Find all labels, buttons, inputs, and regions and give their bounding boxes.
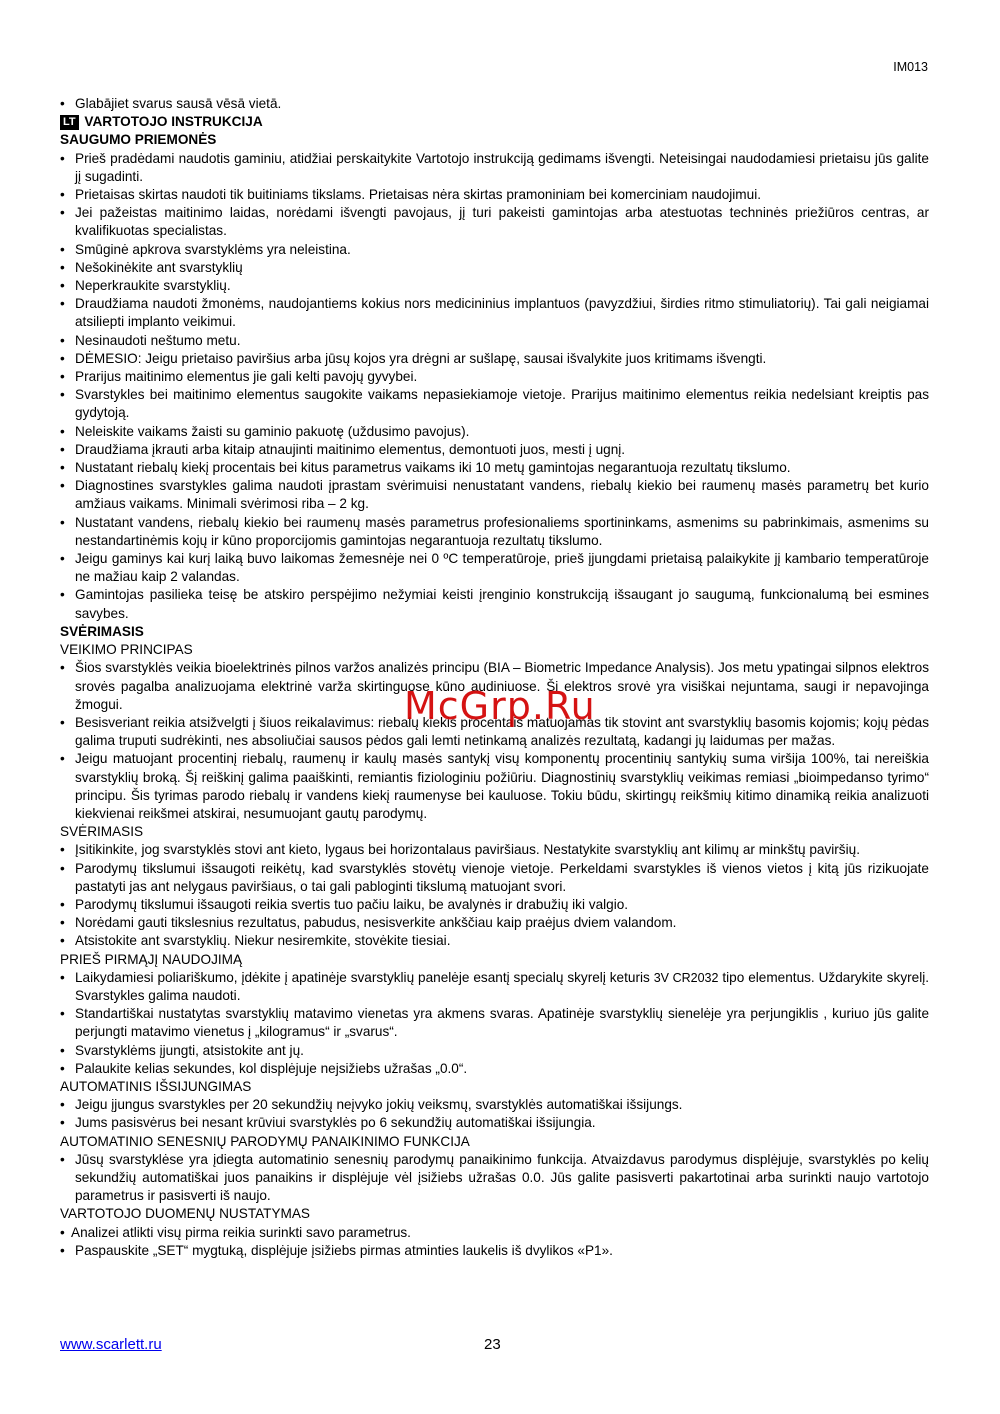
- section-heading: [60, 113, 929, 131]
- list-item: • Laikydamiesi poliariškumo, įdėkite į apatinėje svarstyklių panelėje esantį specialų skyrelį keturis 3V CR2032 tipo elementus. Uždarykite skyrelį. Svarstykles galima naudoti.: [60, 969, 929, 1005]
- list-item: • Glabājiet svarus sausā vēsā vietā.: [60, 95, 929, 113]
- list-item: • Besisveriant reikia atsižvelgti į šiuos reikalavimus: riebalų kiekis procentais matuojamas tik stovint ant svarstyklių basomis kojomis; kojų pėdas galima truputi sudrėkinti, nes absoliučiai sausos pėdos gali lemti netinkamą analizės rezultatą, kadangi jų laidumas per mažas.: [60, 714, 929, 750]
- list-item: • Atsistokite ant svarstyklių. Niekur nesiremkite, stovėkite tiesiai.: [60, 932, 929, 950]
- list-item: • Jeigu matuojant procentinį riebalų, raumenų ir kaulų masės santykį visų komponentų procentinių santykių suma viršija 100%, tai nereiškia svarstyklių broką. Šį reiškinį galima paaiškinti, remiantis fiziologiniu požiūriu. Diagnostinių svarstyklių veikimas remiasi „bioimpedanso tyrimo“ principu. Šis tyrimas parodo riebalų ir vandens kiekį raumenyse bei kauluose. Tokiu būdu, skirtingų reikšmių kitimo dinamiką reikia analizuoti kiekvienai reikšmei atskirai, nesumuojant gautų parodymų.: [60, 750, 929, 823]
- safety-list: [60, 150, 929, 623]
- subheading: AUTOMATINIO SENESNIŲ PARODYMŲ PANAIKINIMO FUNKCIJA: [60, 1133, 470, 1149]
- subheading: VARTOTOJO DUOMENŲ NUSTATYMAS: [60, 1206, 310, 1222]
- list-item: • Diagnostines svarstykles galima naudoti įprastam svėrimuisi nenustatant vandens, riebalų kiekio bei raumenų masės parametrų bet kurio amžiaus vaikams. Minimali svėrimosi riba – 2 kg.: [60, 477, 929, 513]
- list-item: • Nesinaudoti neštumo metu.: [60, 332, 929, 350]
- battery-type: 3V CR2032: [653, 970, 719, 985]
- auto-clear-list: [60, 1151, 929, 1206]
- page-number: 23: [484, 1336, 501, 1353]
- list-item: • DĖMESIO: Jeigu prietaiso paviršius arba jūsų kojos yra drėgni ar sušlapę, sausai išvalykite juos kritimams išvengti.: [60, 350, 929, 368]
- list-item: • Jeigu gaminys kai kurį laiką buvo laikomas žemesnėje nei 0 ºC temperatūroje, prieš įjungdami prietaisą palaikykite jį kambario temperatūroje ne mažiau kaip 2 valandas.: [60, 550, 929, 586]
- list-item: • Jūsų svarstyklėse yra įdiegta automatinio senesnių parodymų panaikinimo funkcija. Atvaizdavus parodymus displėjuje, svarstyklės po kelių sekundžių automatiškai juos panaikins ir displėjuje vėl įsižiebs užrašas 0.0. Jūs galite pasisverti pakartotinai arba surinkti naujo vartotojo parametrus ir pasisverti iš naujo.: [60, 1151, 929, 1206]
- list-item: • Prietaisas skirtas naudoti tik buitiniams tikslams. Prietaisas nėra skirtas pramoniniam bei komerciniam naudojimui.: [60, 186, 929, 204]
- list-item: • Nešokinėkite ant svarstyklių: [60, 259, 929, 277]
- subheading: VEIKIMO PRINCIPAS: [60, 642, 193, 658]
- list-item: • Jeigu įjungus svarstykles per 20 sekundžių neįvyko jokių veiksmų, svarstyklės automatiškai išsijungs.: [60, 1096, 929, 1114]
- subheading: PRIEŠ PIRMĄJĮ NAUDOJIMĄ: [60, 951, 243, 967]
- list-item: • Parodymų tikslumui išsaugoti reikėtų, kad svarstyklės stovėtų vienoje vietoje. Perkeldami svarstykles iš vienos vietos į kitą jūs rizikuojate pastatyti jas ant nelygaus paviršiaus, o tai gali pabloginti tikslumą matuojant svori.: [60, 860, 929, 896]
- document-body: [60, 95, 929, 1260]
- list-item: • Norėdami gauti tikslesnius rezultatus, pabudus, nesisverkite ankščiau kaip praėjus dviem valandom.: [60, 914, 929, 932]
- list-item: • Jei pažeistas maitinimo laidas, norėdami išvengti pavojaus, jį turi pakeisti gamintojas arba atestuotas techninės priežiūros centras, ar kvalifikuotas specialistas.: [60, 204, 929, 240]
- section-title: VARTOTOJO INSTRUKCIJA: [84, 114, 263, 130]
- list-item: • Draudžiama naudoti žmonėms, naudojantiems kokius nors medicininius implantuos (pavyzdžiui, širdies ritmo stimuliatorių). Tai gali neigiamai atsiliepti implanto veikimui.: [60, 295, 929, 331]
- list-item: • Nustatant riebalų kiekį procentais bei kitus parametrus vaikams iki 10 metų gamintojas negarantuoja rezultatų tikslumo.: [60, 459, 929, 477]
- list-item: • Standartiškai nustatytas svarstyklių matavimo vienetas yra akmens svaras. Apatinėje svarstyklių sienelėje yra perjungiklis , kuriuo jūs galite perjungti matavimo vienetus į „kilogramus“ ir „svarus“.: [60, 1005, 929, 1041]
- list-item: • Draudžiama įkrauti arba kitaip atnaujinti maitinimo elementus, demontuoti juos, mesti į ugnį.: [60, 441, 929, 459]
- list-item: • Neperkraukite svarstyklių.: [60, 277, 929, 295]
- list-item: • Nustatant vandens, riebalų kiekio bei raumenų masės parametrus profesionaliems sportininkams, asmenims su pabrinkimais, asmenims su nestandartinėmis kojų ir kūno proporcijomis gamintojas negarantuoja rezultatų tikslumo.: [60, 514, 929, 550]
- subheading: AUTOMATINIS IŠSIJUNGIMAS: [60, 1078, 252, 1094]
- website-link[interactable]: www.scarlett.ru: [60, 1336, 162, 1353]
- watermark-logo: McGrp.Ru: [404, 684, 596, 728]
- list-item: • Parodymų tikslumui išsaugoti reikia svertis tuo pačiu laiku, be avalynės ir drabužių iki valgio.: [60, 896, 929, 914]
- list-item: • Prieš pradėdami naudotis gaminiu, atidžiai perskaitykite Vartotojo instrukciją gedimams išvengti. Neteisingai naudodamiesi prietaisu jūs galite jį sugadinti.: [60, 150, 929, 186]
- subheading: SVĖRIMASIS: [60, 824, 144, 840]
- subsection-heading: SVĖRIMASIS: [60, 623, 144, 639]
- list-item: • Palaukite kelias sekundes, kol displėjuje nejsižiebs užrašas „0.0“.: [60, 1060, 929, 1078]
- model-number: IM013: [893, 60, 928, 74]
- list-item: • Analizei atlikti visų pirma reikia surinkti savo parametrus.: [60, 1224, 929, 1242]
- auto-off-list: [60, 1096, 929, 1132]
- first-use-list: [60, 1005, 929, 1078]
- list-item: • Jums pasisvėrus bei nesant krūviui svarstyklės po 6 sekundžių automatiškai išsijungia.: [60, 1114, 929, 1132]
- list-item: • Svarstyklėms įjungti, atsistokite ant jų.: [60, 1042, 929, 1060]
- list-item: • Gamintojas pasilieka teisę be atskiro perspėjimo nežymiai keisti įrenginio konstrukciją išsaugant jo saugumą, funkcionalumą bei esmines savybes.: [60, 586, 929, 622]
- list-item: • Įsitikinkite, jog svarstyklės stovi ant kieto, lygaus bei horizontalaus paviršiaus. Nestatykite svarstyklių ant kilimų ar minkštų paviršių.: [60, 841, 929, 859]
- subsection-heading: SAUGUMO PRIEMONĖS: [60, 132, 217, 148]
- list-item: • Prarijus maitinimo elementus jie gali kelti pavojų gyvybei.: [60, 368, 929, 386]
- language-badge: LT: [60, 115, 79, 130]
- list-item: • Paspauskite „SET“ mygtuką, displėjuje įsižiebs pirmas atminties laukelis iš dvylikos «P1».: [60, 1242, 929, 1260]
- list-item: • Svarstykles bei maitinimo elementus saugokite vaikams nepasiekiamoje vietoje. Prarijus maitinimo elementus reikia nedelsiant kreiptis pas gydytoją.: [60, 386, 929, 422]
- weighing-list: [60, 841, 929, 950]
- list-item: • Smūginė apkrova svarstyklėms yra neleistina.: [60, 241, 929, 259]
- list-item: • Neleiskite vaikams žaisti su gaminio pakuotę (uždusimo pavojus).: [60, 423, 929, 441]
- list-item: • Šios svarstyklės veikia bioelektrinės pilnos varžos analizės principu (BIA – Biometric Impedance Analysis). Jos metu ypatingai silpnos elektros srovės pagalba analizuojama elektrinė varža skirtinguose kūno audiniuose. Ši elektros srovė yra visiškai nejuntama, saugi ir nepavojinga žmogui.: [60, 659, 929, 714]
